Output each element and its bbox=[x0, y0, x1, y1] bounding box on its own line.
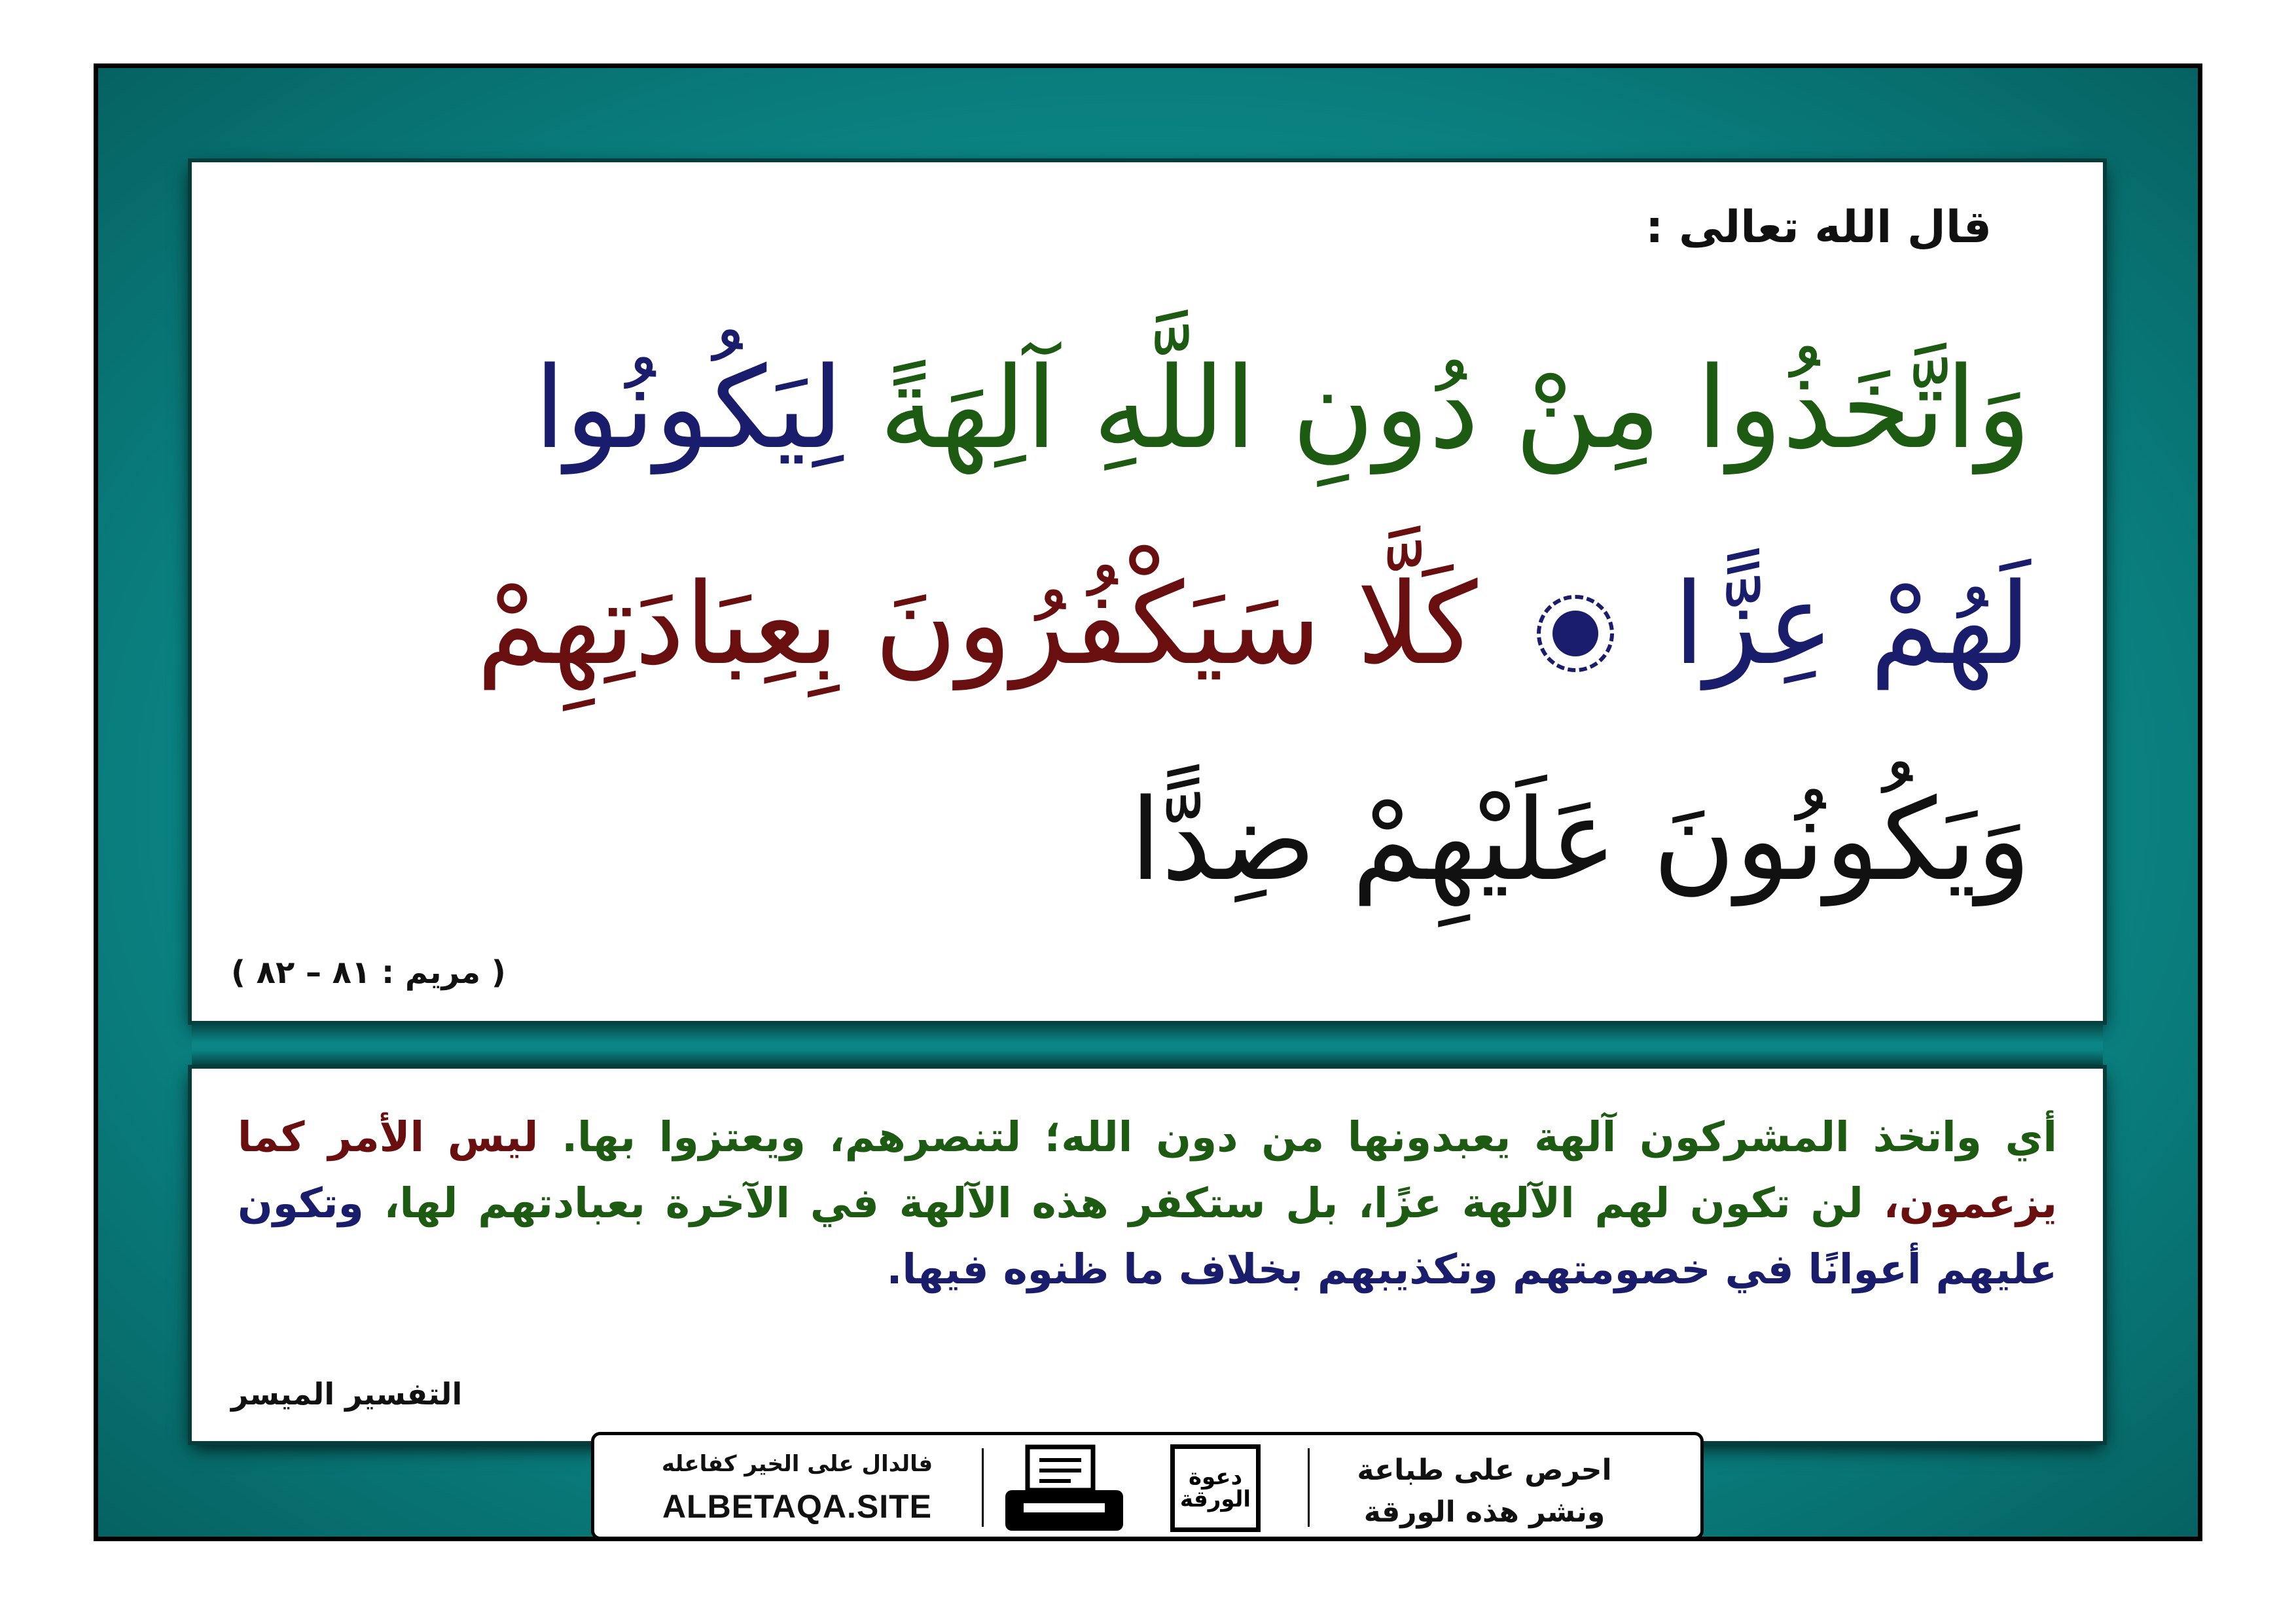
verse-reference: ( مريم : ٨١ – ٨٢ ) bbox=[231, 954, 506, 991]
footer-bar bbox=[591, 1432, 1704, 1540]
footer-separator bbox=[982, 1448, 984, 1527]
footer-proverb: فالدال على الخير كفاعله bbox=[661, 1451, 933, 1477]
divider-stripe bbox=[192, 1021, 2103, 1069]
verse-segment: لَهُمْ عِزًّا bbox=[1673, 558, 2031, 690]
footer-slogan bbox=[1327, 1450, 1641, 1533]
verse-panel bbox=[192, 162, 2103, 1021]
tafsir-segment: ليس الأمر كما يزعمون، bbox=[238, 1113, 2057, 1227]
tafsir-source: التفسير الميسر bbox=[231, 1376, 463, 1412]
verse-segment: وَاتَّخَذُوا مِنْ دُونِ اللَّهِ آلِهَةً bbox=[879, 342, 2031, 474]
tafsir-segment: لن تكون لهم الآلهة عزًا، بل ستكفر هذه الآلهة في الآخرة بعبادتهم لها، bbox=[384, 1179, 1863, 1227]
logo: دعوة الورقة bbox=[1170, 1444, 1261, 1532]
tafsir-segment: وتكون عليهم أعوانًا في خصومتهم وتكذيبهم بخلاف ما ظنوه فيها. bbox=[238, 1179, 2057, 1293]
site-url[interactable]: ALBETAQA.SITE bbox=[662, 1488, 933, 1525]
printer-icon bbox=[999, 1443, 1130, 1536]
footer-separator bbox=[1308, 1448, 1310, 1527]
verse-segment: لِيَكُونُوا bbox=[534, 342, 844, 474]
verse-line-1 bbox=[251, 342, 2031, 474]
slogan-line: ونشر هذه الورقة bbox=[1363, 1495, 1605, 1529]
verse-segment: كَلَّا سَيَكْفُرُونَ بِعِبَادَتِهِمْ bbox=[476, 558, 1478, 690]
slogan-line: احرص على طباعة bbox=[1357, 1454, 1612, 1487]
tafsir-segment: أي واتخذ المشركون آلهة يعبدونها من دون الله؛ لتنصرهم، ويعتزوا بها. bbox=[562, 1113, 2057, 1161]
tafsir-text bbox=[238, 1105, 2057, 1302]
ayah-end-mark-icon bbox=[1537, 595, 1614, 672]
verse-line-2 bbox=[251, 558, 2031, 690]
intro-text: قال الله تعالى : bbox=[1645, 202, 1992, 253]
verse-line-3: وَيَكُونُونَ عَلَيْهِمْ ضِدًّا bbox=[1130, 774, 2031, 906]
tafsir-panel bbox=[192, 1069, 2103, 1441]
